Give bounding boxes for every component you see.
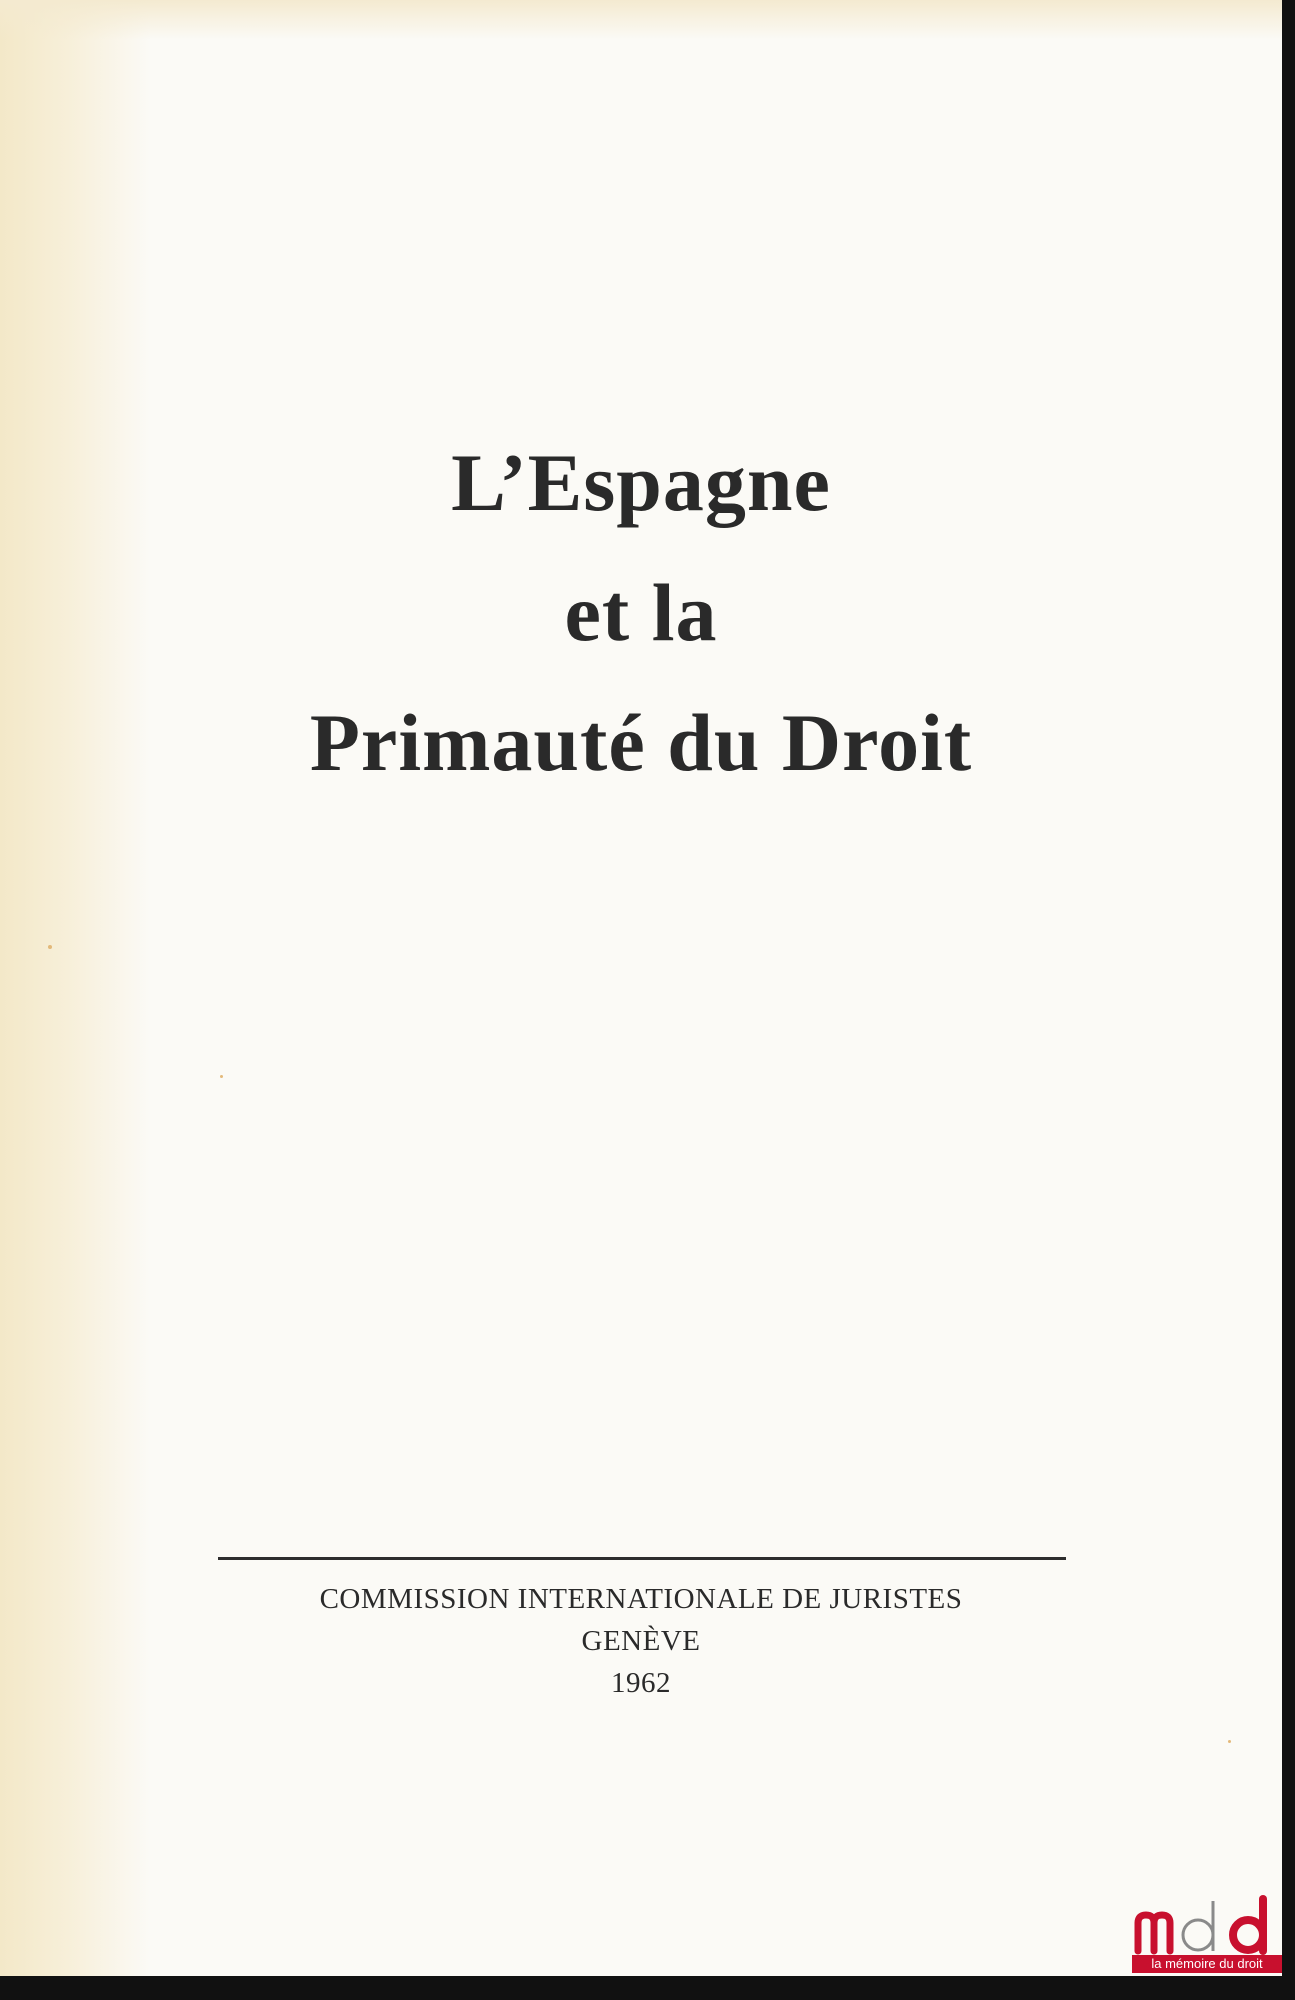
publisher-imprint xyxy=(0,1578,1282,1704)
publisher-city: GENÈVE xyxy=(581,1625,701,1657)
title-line-3: Primauté du Droit xyxy=(309,697,973,788)
mdd-logo-mark xyxy=(1132,1895,1282,1955)
cover-title xyxy=(0,418,1282,808)
publisher-name: COMMISSION INTERNATIONALE DE JURISTES xyxy=(319,1583,963,1615)
paper-speck xyxy=(1228,1740,1231,1743)
paper-speck xyxy=(220,1075,223,1078)
scan-border-bottom xyxy=(0,1976,1295,2000)
yellowed-top-edge xyxy=(0,0,1282,40)
publication-year: 1962 xyxy=(611,1667,671,1699)
logo-tagline: la mémoire du droit xyxy=(1132,1955,1282,1973)
paper-speck xyxy=(48,945,52,949)
mdd-logo xyxy=(1132,1895,1282,1975)
horizontal-rule xyxy=(218,1557,1066,1560)
scan-border-right xyxy=(1282,0,1295,2000)
title-line-2: et la xyxy=(564,567,718,658)
title-line-1: L’Espagne xyxy=(451,437,831,528)
